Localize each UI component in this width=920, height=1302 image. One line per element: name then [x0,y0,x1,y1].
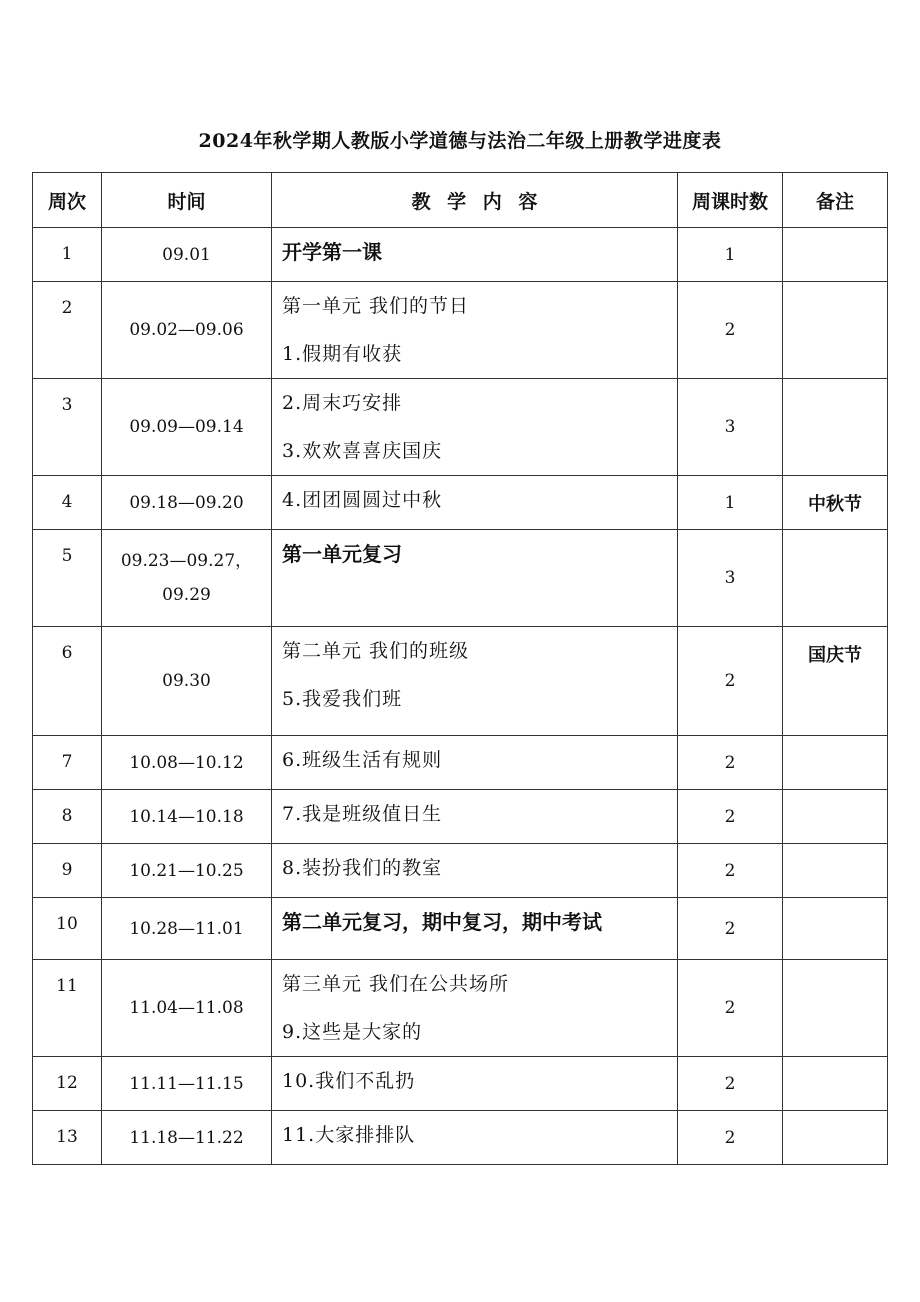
content-line: 4.团团圆圆过中秋 [282,489,443,511]
content-cell [272,228,678,282]
hours-cell: 3 [678,530,783,627]
note-cell [783,898,888,960]
table-row [33,790,888,844]
content-line: 9.这些是大家的 [282,1021,423,1043]
content-line: 第一单元复习 [282,542,402,566]
content-cell [272,1111,678,1165]
week-cell: 12 [33,1057,102,1111]
hours-cell: 1 [678,228,783,282]
content-cell [272,530,678,627]
time-line: 09.18—09.20 [129,492,244,513]
time-cell [102,282,272,379]
week-cell: 8 [33,790,102,844]
time-line: 11.18—11.22 [129,1127,244,1148]
time-line: 09.09—09.14 [129,417,244,437]
time-line: 10.08—10.12 [129,752,244,773]
time-cell [102,960,272,1057]
content-line: 2.周末巧安排 [282,392,403,414]
note-cell: 中秋节 [783,476,888,530]
table-row [33,736,888,790]
hours-cell: 1 [678,476,783,530]
week-cell: 7 [33,736,102,790]
table-row [33,379,888,476]
content-cell [272,736,678,790]
hours-cell: 2 [678,1057,783,1111]
time-cell [102,379,272,476]
time-line: 09.30 [162,671,211,691]
time-cell [102,1111,272,1165]
week-cell: 11 [33,960,102,1057]
content-line: 7.我是班级值日生 [282,803,443,825]
table-row [33,530,888,627]
time-cell [102,1057,272,1111]
schedule-table [32,172,888,1165]
content-line: 6.班级生活有规则 [282,749,443,771]
time-line: 11.04—11.08 [129,998,244,1018]
content-cell [272,898,678,960]
table-row [33,898,888,960]
time-cell [102,530,272,627]
hours-cell: 2 [678,736,783,790]
content-line: 第三单元 我们在公共场所 [282,973,510,995]
time-line: 10.21—10.25 [129,860,244,881]
note-cell [783,379,888,476]
content-line: 11.大家排排队 [282,1124,416,1146]
table-row [33,627,888,736]
content-cell [272,282,678,379]
time-line: 11.11—11.15 [129,1073,244,1094]
hours-cell: 2 [678,960,783,1057]
week-cell: 9 [33,844,102,898]
table-row [33,1111,888,1165]
hours-cell: 2 [678,627,783,736]
content-line: 第一单元 我们的节日 [282,295,470,317]
note-cell [783,228,888,282]
content-cell [272,1057,678,1111]
week-cell: 4 [33,476,102,530]
time-cell [102,476,272,530]
week-cell: 1 [33,228,102,282]
header-week: 周次 [33,173,102,228]
note-cell [783,530,888,627]
week-cell: 6 [33,627,102,736]
note-cell: 国庆节 [783,627,888,736]
header-row [33,173,888,228]
schedule-body [33,228,888,1165]
time-cell [102,736,272,790]
content-cell [272,960,678,1057]
hours-cell: 2 [678,898,783,960]
content-line: 8.装扮我们的教室 [282,857,443,879]
time-cell [102,844,272,898]
week-cell: 10 [33,898,102,960]
content-line: 1.假期有收获 [282,343,403,365]
note-cell [783,960,888,1057]
hours-cell: 2 [678,1111,783,1165]
page-title: 2024年秋学期人教版小学道德与法治二年级上册教学进度表 [198,130,722,152]
content-cell [272,790,678,844]
hours-cell: 2 [678,844,783,898]
content-cell [272,627,678,736]
time-line: 10.14—10.18 [129,806,244,827]
table-row [33,844,888,898]
content-cell [272,476,678,530]
hours-cell: 2 [678,282,783,379]
content-line: 3.欢欢喜喜庆国庆 [282,440,443,462]
content-line: 10.我们不乱扔 [282,1070,416,1092]
content-cell [272,844,678,898]
content-line: 第二单元 我们的班级 [282,640,470,662]
note-cell [783,282,888,379]
time-cell [102,898,272,960]
content-line: 开学第一课 [282,240,382,264]
hours-cell: 2 [678,790,783,844]
header-content: 教 学 内 容 [272,173,678,228]
time-line: 10.28—11.01 [129,918,244,939]
content-line: 5.我爱我们班 [282,688,403,710]
time-line: 09.01 [162,244,211,265]
table-row [33,960,888,1057]
time-cell [102,627,272,736]
time-cell [102,790,272,844]
time-line: 09.23—09.27， [120,551,253,571]
note-cell [783,736,888,790]
note-cell [783,790,888,844]
note-cell [783,1111,888,1165]
content-line: 第二单元复习，期中复习，期中考试 [282,910,602,934]
table-row [33,282,888,379]
time-cell [102,228,272,282]
table-row [33,1057,888,1111]
time-line: 09.02—09.06 [129,320,244,340]
content-cell [272,379,678,476]
table-row [33,476,888,530]
header-time: 时间 [102,173,272,228]
week-cell: 3 [33,379,102,476]
hours-cell: 3 [678,379,783,476]
week-cell: 2 [33,282,102,379]
header-note: 备注 [783,173,888,228]
table-row [33,228,888,282]
week-cell: 13 [33,1111,102,1165]
header-hours: 周课时数 [678,173,783,228]
week-cell: 5 [33,530,102,627]
time-line: 09.29 [162,585,211,605]
note-cell [783,1057,888,1111]
note-cell [783,844,888,898]
